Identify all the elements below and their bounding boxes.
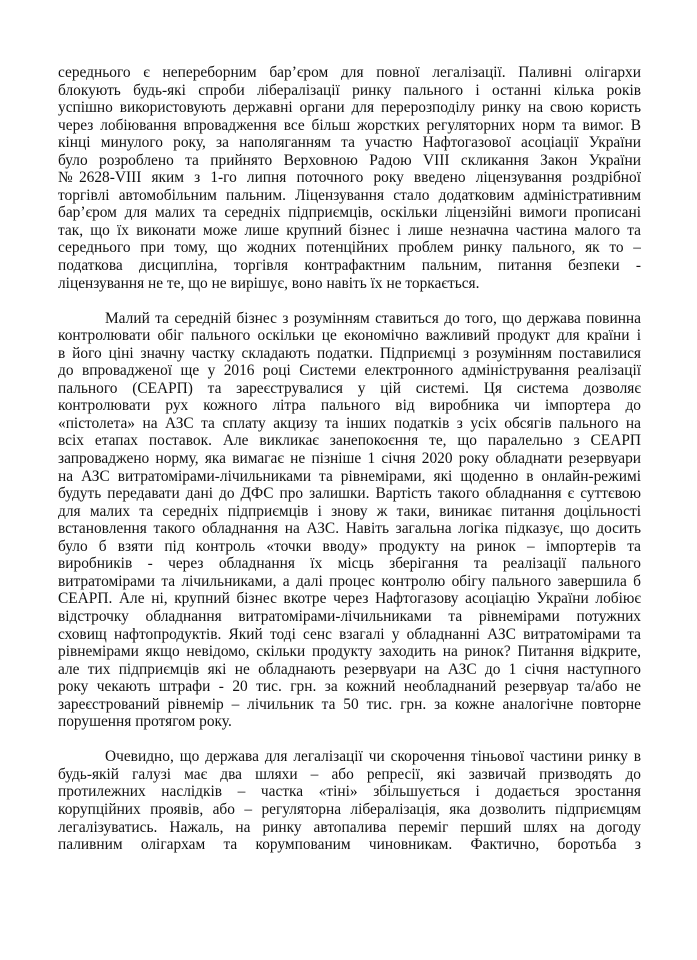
text-line: на АЗС витратомірами-лічильниками та рівнемірами, які щоденно в онлайн-режимі [58,467,641,485]
text-line: «пістолета» на АЗС та сплату акцизу та інших податків з усіх обсягів пального на [58,414,641,432]
text-line: зареєстрований рівнемір – лічильник та 50 тис. грн. за кожне аналогічне повторне [58,695,641,713]
text-line: СЕАРП. Але ні, крупний бізнес вкотре через Нафтогазову асоціацію України лобіює [58,590,641,608]
text-line: Малий та середній бізнес з розумінням ставиться до того, що держава повинна [105,309,641,327]
text-line: бар’єром для малих та середніх підприємців, оскільки ліцензійні вимоги прописані [58,204,641,222]
text-line: паливним олігархам та корумпованим чиновникам. Фактично, боротьба з [58,836,641,854]
text-line: легалізуватись. Нажаль, на ринку автопалива переміг перший шлях на догоду [58,818,641,836]
paragraph-3 [58,748,641,853]
text-line: до впровадженої ще у 2016 році Системи електронного адміністрування реалізації [58,362,641,380]
text-line: блокують будь-які спроби лібералізації ринку пального і останні кілька років [58,81,641,99]
text-line: пального (СЕАРП) та зареєструвалися у цій системі. Ця система дозволяє [58,379,641,397]
text-line: контролювати обіг пального оскільки це економічно важливий продукт для країни і [58,327,641,345]
document-page [58,64,641,871]
paragraph-1 [58,64,641,292]
text-line: в його ціні значну частку складають податки. Підприємці з розумінням поставилися [58,344,641,362]
text-line: Очевидно, що держава для легалізації чи скорочення тіньової частини ринку в [105,748,641,766]
text-line: будь-якій галузі має два шляхи – або репресії, які зазвичай призводять до [58,765,641,783]
text-line: №2628-VIII яким з 1-го липня поточного року введено ліцензування роздрібної [58,169,641,187]
text-line: запроваджено норму, яка вимагає не пізніше 1 січня 2020 року обладнати резервуари [58,450,641,468]
text-line: але тих підприємців які не обладнають резервуари на АЗС до 1 січня наступного [58,660,641,678]
text-line: середнього при тому, що жодних потенційних проблем ринку пального, як то – [58,239,641,257]
text-line: для малих та середніх підприємців і знову ж таки, виникає питання доцільності [58,502,641,520]
text-line: корупційних проявів, або – регуляторна лібералізація, яка дозволить підприємцям [58,800,641,818]
text-line: всіх етапах поставок. Але викликає занепокоєння те, що паралельно з СЕАРП [58,432,641,450]
text-line: року чекають штрафи - 20 тис. грн. за кожний необладнаний резервуар та/або не [58,678,641,696]
text-line: було розроблено та прийнято Верховною Радою VIII скликання Закон України [58,151,641,169]
text-line: кінці минулого року, за наполяганням та участю Нафтогазової асоціації України [58,134,641,152]
text-line: сховищ нафтопродуктів. Який тоді сенс взагалі у обладнанні АЗС витратомірами та [58,625,641,643]
text-line: витратомірами та лічильниками, а далі процес контролю обігу пального завершила б [58,572,641,590]
paragraph-2 [58,310,641,731]
text-line: встановлення такого обладнання на АЗС. Навіть загальна логіка підказує, що досить [58,520,641,538]
text-line: будуть передавати дані до ДФС про залишки. Вартість такого обладнання є суттєвою [58,485,641,503]
text-line: порушення протягом року. [58,713,232,731]
text-line: було б взяти під контроль «точки вводу» продукту на ринок – імпортерів та [58,537,641,555]
text-line: середнього є непереборним бар’єром для повної легалізації. Паливні олігархи [58,64,641,81]
text-line: так, що їх виконати може лише крупний бізнес і лише незначна частина малого та [58,221,641,239]
text-line: протилежних наслідків – частка «тіні» збільшується і додається зростання [58,783,641,801]
text-line: успішно використовують державні органи для перерозподілу ринку на свою користь [58,99,641,117]
text-line: відстрочку обладнання витратомірами-лічильниками та рівнемірами потужних [58,607,641,625]
text-line: рівнемірами якщо невідомо, скільки продукту заходить на ринок? Питання відкрите, [58,643,641,661]
text-line: виробників - через обладнання їх місць зберігання та реалізації пального [58,555,641,573]
text-line: податкова дисципліна, торгівля контрафактним пальним, питання безпеки - [58,257,641,275]
text-line: через лобіювання впровадження все більш жорстких регуляторних норм та вимог. В [58,116,641,134]
text-line: контролювати рух кожного літра пального від виробника чи імпортера до [58,397,641,415]
text-line: ліцензування не те, що не вирішує, воно навіть їх не торкається. [58,274,480,292]
text-line: торгівлі автомобільним пальним. Ліцензування стало додатковим адміністративним [58,186,641,204]
